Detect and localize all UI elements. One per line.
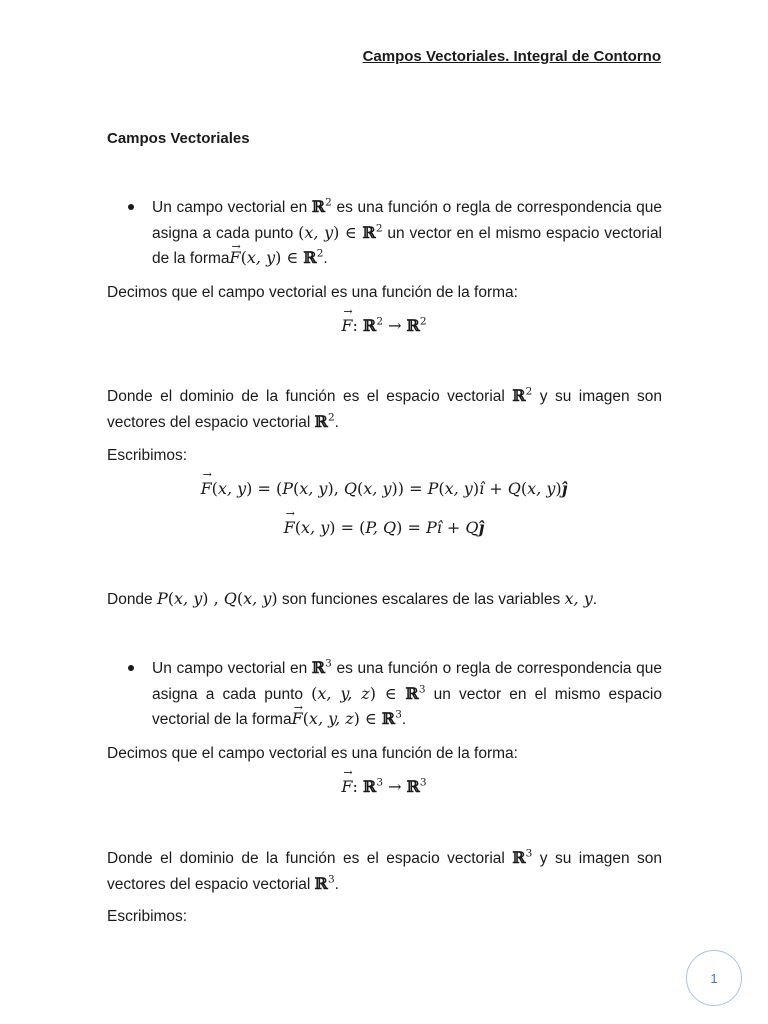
math-r3: ℝ$^3$ xyxy=(314,873,335,893)
math-r2: ℝ$^2$ xyxy=(311,196,332,216)
r3-bullet-text-c: un vector en el mismo espacio vectorial de la forma xyxy=(152,685,662,728)
equation-F-PQ-r2: → F(x, y) = (P, Q) = Pî + Qĵ xyxy=(0,518,768,537)
r2-escalares-text-a: Donde xyxy=(107,591,153,608)
bullet-dot xyxy=(128,204,134,210)
r2-dominio-text-a: Donde el dominio de la función es el espacio vectorial xyxy=(107,388,505,405)
math-r2: ℝ$^2$ xyxy=(314,411,335,431)
r2-bullet-text-c: un vector en el mismo espacio vectorial de la forma xyxy=(152,224,663,267)
r3-bullet-text-a: Un campo vectorial en xyxy=(152,660,308,677)
math-vars-xy: x, y xyxy=(564,589,593,608)
equation-F-r2-to-r2: → F: ℝ$^2$ → ℝ$^2$ xyxy=(0,316,768,335)
equation-F-components-r2: → F(x, y) = (P(x, y), Q(x, y)) = P(x, y)î + Q(x, y)ĵ xyxy=(0,479,768,498)
r2-definition-bullet: Un campo vectorial en ℝ$^2$ es una función o regla de correspondencia que asigna a cada punto (x, y) ∈ ℝ$^2$ un vector en el mismo espacio vectorial de la forma→ F(x, y) ∈ ℝ$^2$. xyxy=(152,195,662,272)
math-P-Q-xy: P(x, y) , Q(x, y) xyxy=(157,589,278,608)
r3-bullet-text-b: es una función o regla de correspondencia que asigna a cada punto xyxy=(152,660,663,703)
math-point-xy-in-r2: (x, y) ∈ ℝ$^2$ xyxy=(298,222,383,242)
document-header-title: Campos Vectoriales. Integral de Contorno xyxy=(362,48,661,65)
r2-bullet-text-b: es una función o regla de correspondencia que asigna a cada punto xyxy=(152,199,663,242)
math-point-xyz-in-r3: (x, y, z) ∈ ℝ$^3$ xyxy=(311,683,426,703)
math-r3: ℝ$^3$ xyxy=(512,847,533,867)
math-r3: ℝ$^3$ xyxy=(311,657,332,677)
r3-escribimos-text: Escribimos: xyxy=(107,908,188,925)
r2-bullet-text-a: Un campo vectorial en xyxy=(152,199,308,216)
r3-decimos-text: Decimos que el campo vectorial es una función de la forma: xyxy=(107,745,518,762)
r3-dominio-paragraph: Donde el dominio de la función es el espacio vectorial ℝ$^3$ y su imagen son vectores del espacio vectorial ℝ$^3$. xyxy=(107,847,663,893)
page-number: 1 xyxy=(710,970,718,986)
r2-escalares-text-b: son funciones escalares de las variables xyxy=(281,591,561,608)
math-F-xy-in-r2: → F(x, y) ∈ ℝ$^2$ xyxy=(230,248,324,267)
r3-dominio-text-b: y su imagen son vectores del espacio vectorial xyxy=(107,850,663,893)
math-r2: ℝ$^2$ xyxy=(512,385,533,405)
section-title: Campos Vectoriales xyxy=(107,130,250,147)
r2-escalares-paragraph: Donde P(x, y) , Q(x, y) son funciones escalares de las variables x, y. xyxy=(107,589,598,608)
r3-dominio-text-a: Donde el dominio de la función es el espacio vectorial xyxy=(107,850,505,867)
r2-escribimos-text: Escribimos: xyxy=(107,447,188,464)
page-number-badge xyxy=(686,950,742,1006)
bullet-dot xyxy=(128,665,134,671)
r3-definition-bullet: Un campo vectorial en ℝ$^3$ es una función o regla de correspondencia que asigna a cada punto (x, y, z) ∈ ℝ$^3$ un vector en el mismo espacio vectorial de la forma→ F(x, y, z) ∈ ℝ$^3$. xyxy=(152,656,662,733)
math-F-xyz-in-r3: → F(x, y, z) ∈ ℝ$^3$ xyxy=(292,709,402,728)
r2-decimos-text: Decimos que el campo vectorial es una función de la forma: xyxy=(107,284,518,301)
r2-dominio-text-b: y su imagen son vectores del espacio vectorial xyxy=(107,388,663,431)
equation-F-r3-to-r3: → F: ℝ$^3$ → ℝ$^3$ xyxy=(0,777,768,796)
r2-dominio-paragraph: Donde el dominio de la función es el espacio vectorial ℝ$^2$ y su imagen son vectores del espacio vectorial ℝ$^2$. xyxy=(107,385,663,431)
